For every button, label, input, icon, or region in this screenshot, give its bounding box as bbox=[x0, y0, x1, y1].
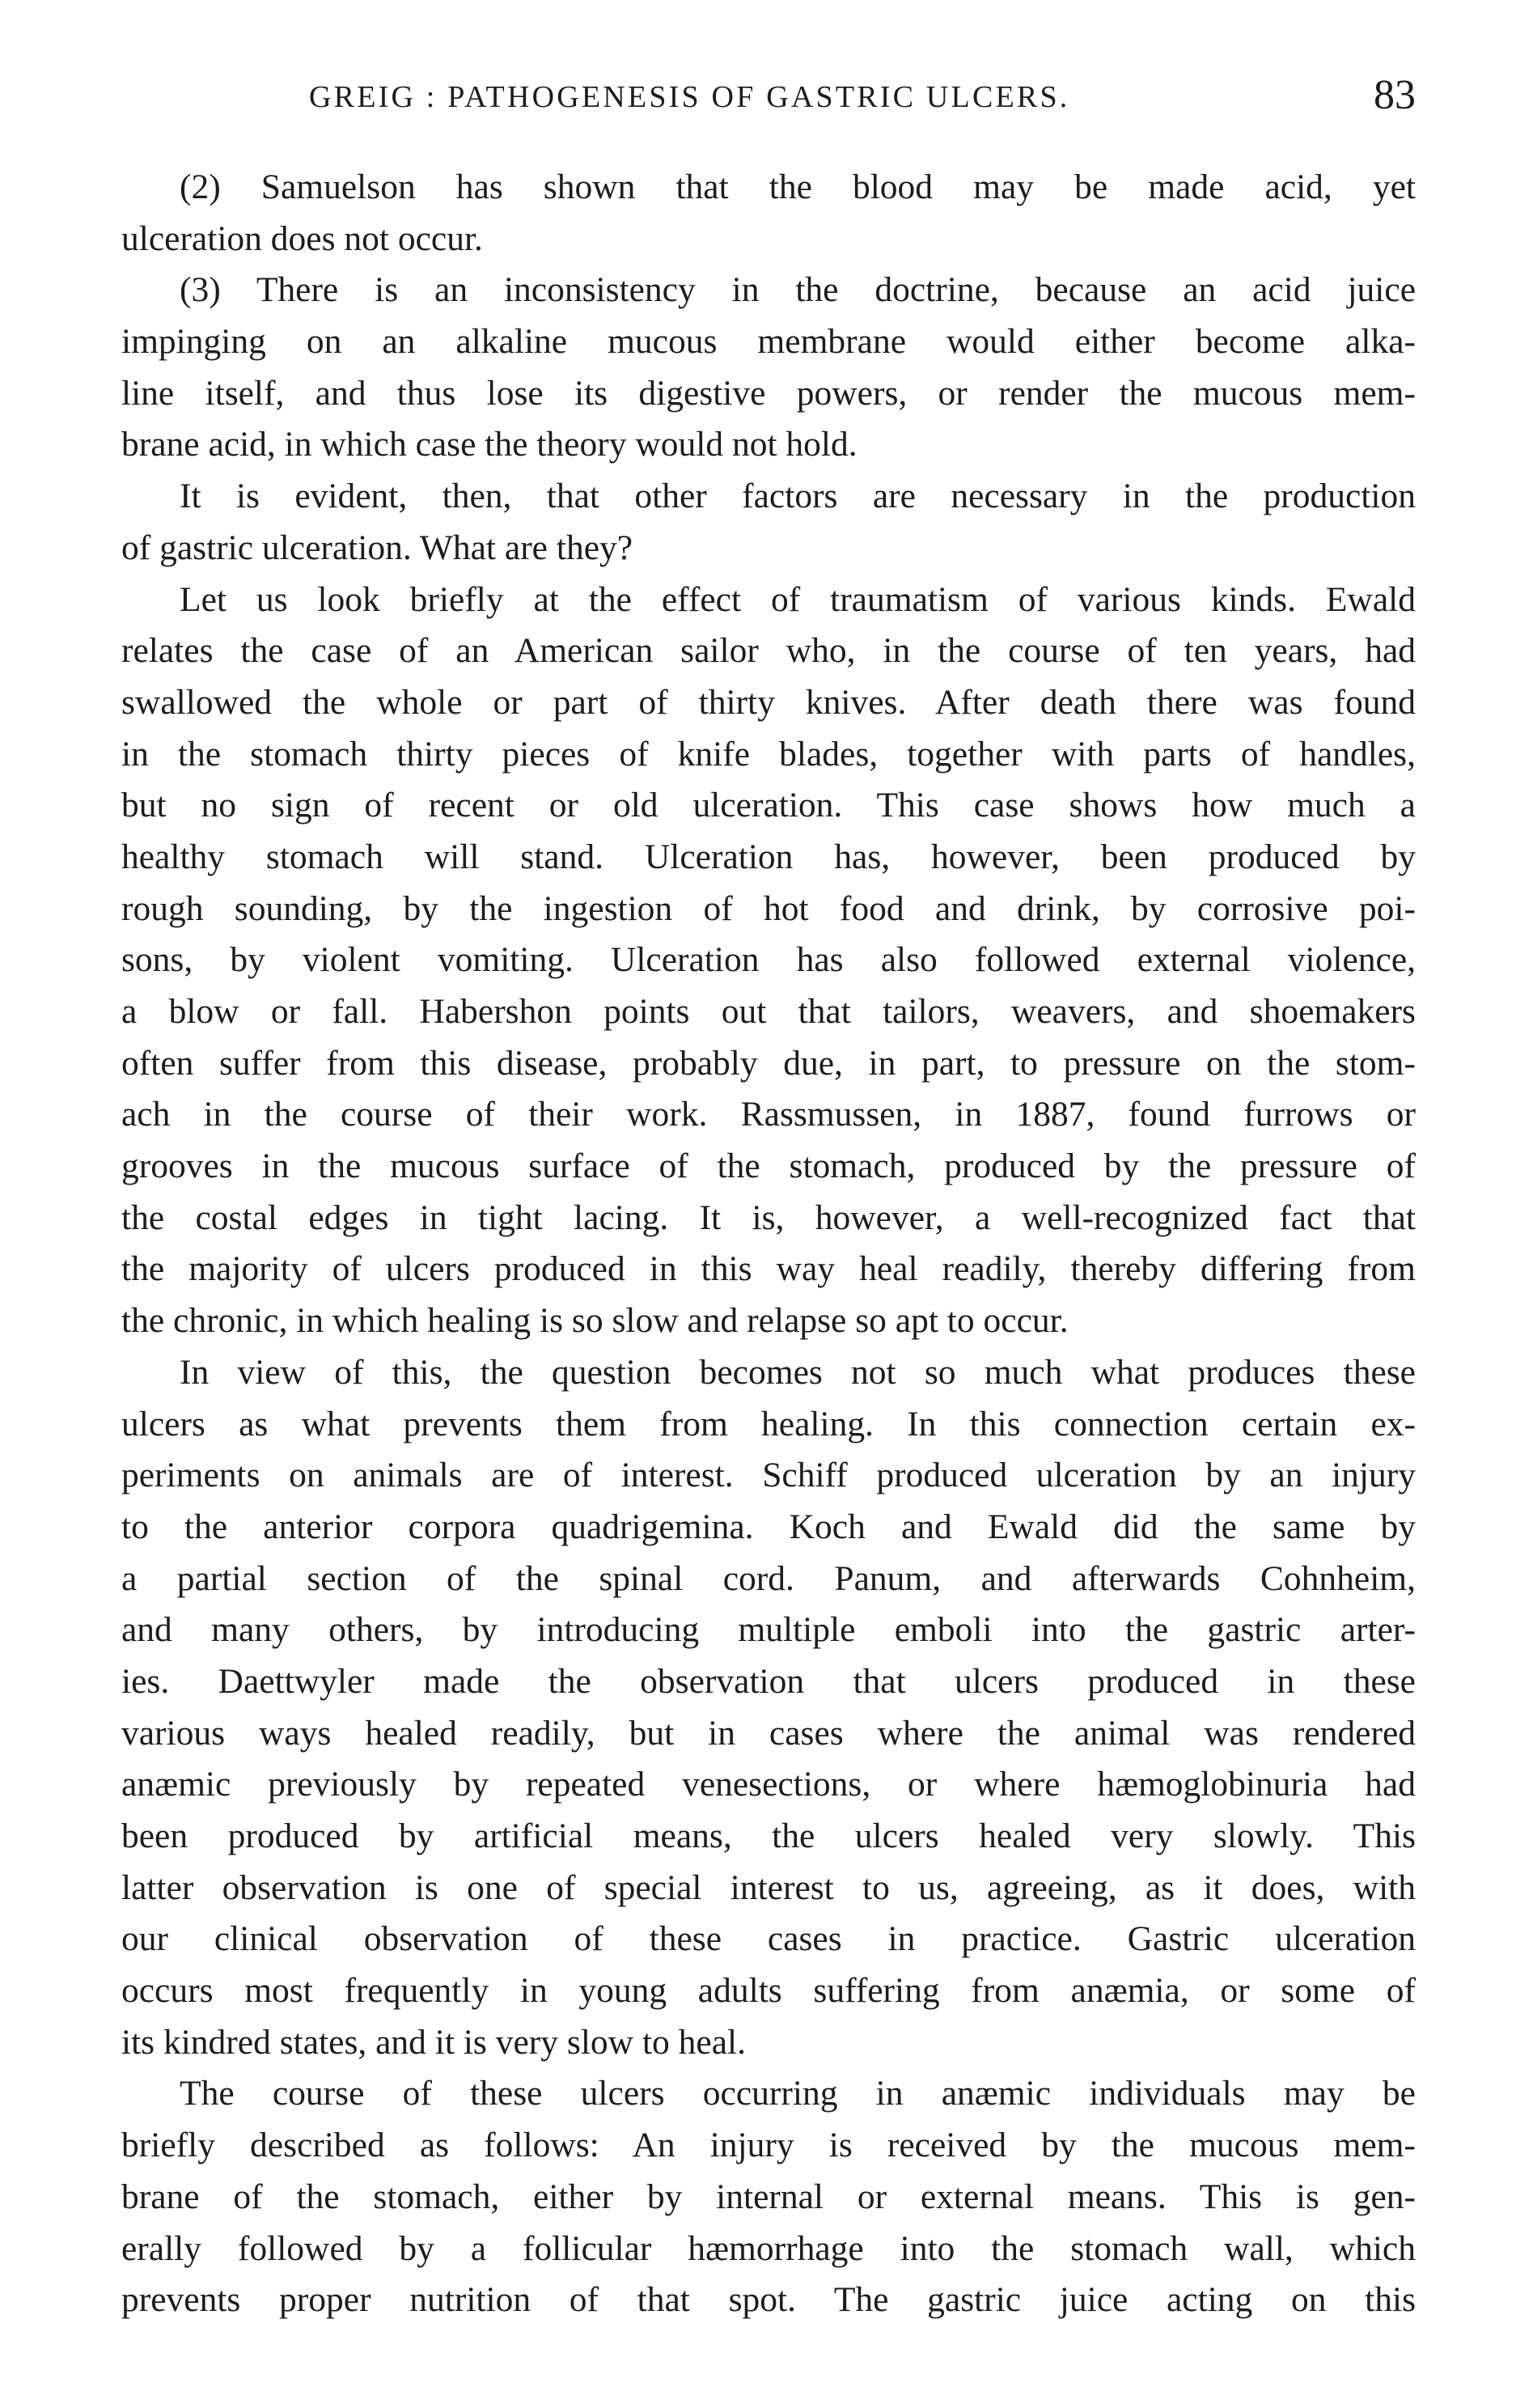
text-line: swallowed the whole or part of thirty knives. After death there was found bbox=[121, 682, 1416, 722]
body-text bbox=[121, 162, 1416, 2326]
text-line: erally followed by a follicular hæmorrhage into the stomach wall, which bbox=[121, 2228, 1416, 2268]
text-line: a partial section of the spinal cord. Panum, and afterwards Cohnheim, bbox=[121, 1558, 1416, 1598]
text-line: of gastric ulceration. What are they? bbox=[121, 528, 633, 567]
paragraph bbox=[121, 162, 1416, 265]
paragraph bbox=[121, 471, 1416, 574]
text-line: It is evident, then, that other factors are necessary in the production bbox=[180, 477, 1416, 516]
text-line: brane of the stomach, either by internal or external means. This is gen- bbox=[121, 2177, 1416, 2216]
text-line: been produced by artificial means, the ulcers healed very slowly. This bbox=[121, 1817, 1416, 1855]
running-head bbox=[121, 71, 1416, 136]
text-line: and many others, by introducing multiple emboli into the gastric arter- bbox=[121, 1610, 1416, 1650]
text-line: to the anterior corpora quadrigemina. Koch and Ewald did the same by bbox=[121, 1507, 1416, 1546]
text-line: anæmic previously by repeated venesections, or where hæmoglobinuria had bbox=[121, 1765, 1416, 1804]
text-line: in the stomach thirty pieces of knife blades, together with parts of handles, bbox=[121, 734, 1416, 774]
text-line: relates the case of an American sailor who, in the course of ten years, had bbox=[121, 631, 1416, 671]
text-line: (3) There is an inconsistency in the doctrine, because an acid juice bbox=[180, 270, 1416, 310]
text-line: ach in the course of their work. Rassmussen, in 1887, found furrows or bbox=[121, 1095, 1416, 1134]
text-line: latter observation is one of special interest to us, agreeing, as it does, with bbox=[121, 1867, 1416, 1907]
text-line: a blow or fall. Habershon points out that tailors, weavers, and shoemakers bbox=[121, 992, 1416, 1031]
text-line: Let us look briefly at the effect of traumatism of various kinds. Ewald bbox=[180, 579, 1416, 619]
text-line: line itself, and thus lose its digestive powers, or render the mucous mem- bbox=[121, 373, 1416, 413]
text-line: sons, by violent vomiting. Ulceration has also followed external violence, bbox=[121, 940, 1416, 980]
text-line: impinging on an alkaline mucous membrane would either become alka- bbox=[121, 322, 1416, 362]
text-line: The course of these ulcers occurring in anæmic individuals may be bbox=[180, 2074, 1416, 2113]
paragraph bbox=[121, 2068, 1416, 2325]
text-line: rough sounding, by the ingestion of hot food and drink, by corrosive poi- bbox=[121, 888, 1416, 928]
text-line: (2) Samuelson has shown that the blood may be made acid, yet bbox=[180, 167, 1416, 206]
page-number: 83 bbox=[1374, 72, 1416, 118]
paragraph bbox=[121, 574, 1416, 1347]
text-line: brane acid, in which case the theory would not hold. bbox=[121, 425, 858, 464]
text-line: prevents proper nutrition of that spot. The gastric juice acting on this bbox=[121, 2280, 1416, 2320]
text-line: In view of this, the question becomes not so much what produces these bbox=[180, 1352, 1416, 1392]
text-line: but no sign of recent or old ulceration. This case shows how much a bbox=[121, 786, 1416, 825]
text-line: briefly described as follows: An injury is received by the mucous mem- bbox=[121, 2126, 1416, 2165]
text-line: various ways healed readily, but in cases where the animal was rendered bbox=[121, 1713, 1416, 1753]
text-line: ies. Daettwyler made the observation that ulcers produced in these bbox=[121, 1661, 1416, 1701]
text-line: often suffer from this disease, probably due, in part, to pressure on the stom- bbox=[121, 1043, 1416, 1083]
text-line: periments on animals are of interest. Schiff produced ulceration by an injury bbox=[121, 1456, 1416, 1495]
text-line: healthy stomach will stand. Ulceration has, however, been produced by bbox=[121, 837, 1416, 876]
text-line: occurs most frequently in young adults suffering from anæmia, or some of bbox=[121, 1971, 1416, 2011]
text-line: the costal edges in tight lacing. It is, however, a well-recognized fact that bbox=[121, 1198, 1416, 1237]
text-line: its kindred states, and it is very slow to heal. bbox=[121, 2022, 746, 2062]
paragraph bbox=[121, 265, 1416, 471]
text-line: the chronic, in which healing is so slow and relapse so apt to occur. bbox=[121, 1301, 1069, 1341]
running-title: GREIG : PATHOGENESIS OF GASTRIC ULCERS. bbox=[309, 80, 1070, 114]
text-line: the majority of ulcers produced in this way heal readily, thereby differing from bbox=[121, 1249, 1416, 1289]
text-line: grooves in the mucous surface of the stomach, produced by the pressure of bbox=[121, 1147, 1416, 1186]
text-line: ulceration does not occur. bbox=[121, 218, 483, 258]
text-line: our clinical observation of these cases in practice. Gastric ulceration bbox=[121, 1919, 1416, 1959]
text-line: ulcers as what prevents them from healing. In this connection certain ex- bbox=[121, 1404, 1416, 1444]
paragraph bbox=[121, 1347, 1416, 2069]
